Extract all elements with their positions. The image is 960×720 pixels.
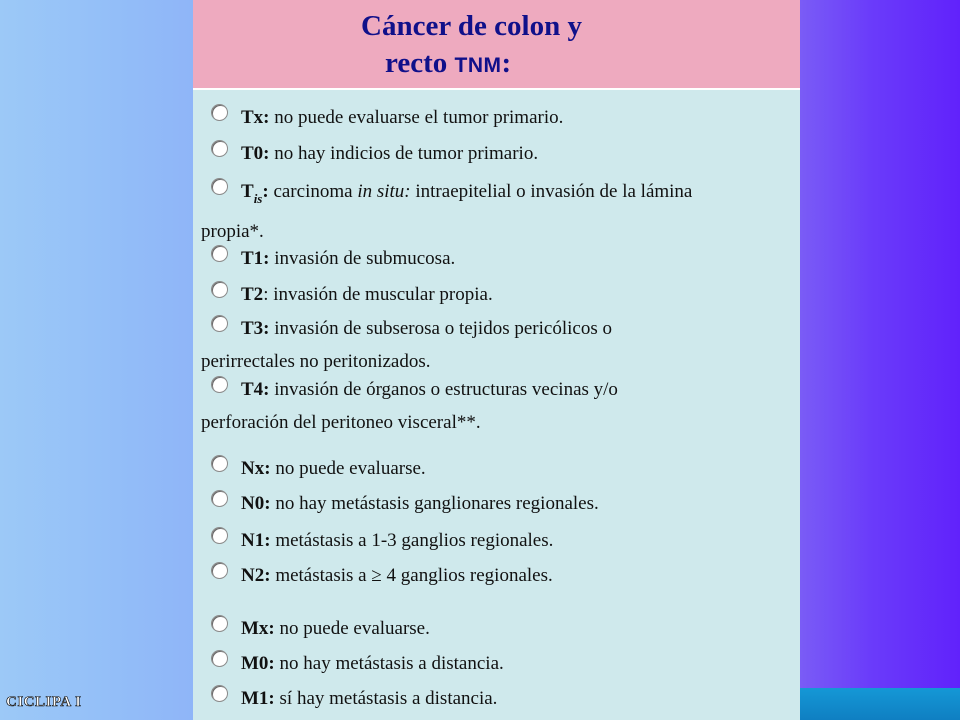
option-text: invasión de subserosa o tejidos pericólicos o [269, 318, 612, 339]
radio-button-icon[interactable] [211, 281, 228, 298]
option-mx [201, 612, 791, 645]
option-n1 [201, 524, 791, 557]
code-label: T0: [241, 143, 270, 164]
option-text: no hay metástasis ganglionares regionales. [270, 493, 599, 514]
option-n2 [201, 559, 791, 592]
radio-button-icon[interactable] [211, 315, 228, 332]
page-title-line2 [385, 47, 511, 80]
radio-button-icon[interactable] [211, 615, 228, 632]
radio-button-icon[interactable] [211, 178, 228, 195]
option-text: carcinoma [268, 181, 358, 202]
radio-button-icon[interactable] [211, 245, 228, 262]
option-t3 [201, 312, 791, 378]
right-background [800, 0, 960, 720]
radio-button-icon[interactable] [211, 562, 228, 579]
code-subscript: is [253, 191, 263, 206]
option-nx [201, 452, 791, 485]
title-recto: recto [385, 47, 448, 79]
option-t4 [201, 373, 791, 439]
option-t1 [201, 242, 791, 275]
option-n0 [201, 487, 791, 520]
radio-button-icon[interactable] [211, 376, 228, 393]
page-title-line1: Cáncer de colon y [361, 10, 582, 42]
option-text-line2: perirrectales no peritonizados. [201, 351, 431, 372]
code-label: M0: [241, 653, 275, 674]
code-label: M1: [241, 688, 275, 709]
option-m0 [201, 647, 791, 680]
option-text: metástasis a ≥ 4 ganglios regionales. [270, 565, 553, 586]
radio-button-icon[interactable] [211, 650, 228, 667]
code-label: T4: [241, 379, 270, 400]
radio-button-icon[interactable] [211, 455, 228, 472]
option-text: no puede evaluarse el tumor primario. [269, 107, 564, 128]
radio-button-icon[interactable] [211, 490, 228, 507]
option-text: invasión de submucosa. [269, 248, 456, 269]
option-m1 [201, 682, 791, 715]
option-text-line2: propia*. [201, 221, 264, 242]
option-text: : invasión de muscular propia. [263, 284, 493, 305]
radio-button-icon[interactable] [211, 104, 228, 121]
header-banner [193, 0, 800, 88]
code-label: T2 [241, 284, 264, 305]
option-t0 [201, 137, 791, 170]
option-text: no hay indicios de tumor primario. [269, 143, 539, 164]
code-label: Nx: [241, 458, 271, 479]
code-label: T3: [241, 318, 270, 339]
bottom-accent-strip [800, 688, 960, 720]
code-label: N1: [241, 530, 271, 551]
code-colon: : [262, 181, 269, 202]
title-tnm: TNM [454, 54, 502, 77]
code-label: T1: [241, 248, 270, 269]
option-text-line2: perforación del peritoneo visceral**. [201, 412, 481, 433]
option-text: metástasis a 1-3 ganglios regionales. [270, 530, 554, 551]
option-t2 [201, 278, 791, 311]
option-text: sí hay metástasis a distancia. [274, 688, 498, 709]
content-panel [193, 0, 800, 720]
option-text-cont: intraepitelial o invasión de la lámina [410, 181, 693, 202]
code-label: Mx: [241, 618, 275, 639]
left-background [0, 0, 193, 720]
option-text: invasión de órganos o estructuras vecinas y/o [269, 379, 618, 400]
option-text: no puede evaluarse. [274, 618, 430, 639]
option-tis [201, 175, 791, 248]
radio-button-icon[interactable] [211, 685, 228, 702]
header-divider [193, 88, 800, 90]
code-label: N2: [241, 565, 271, 586]
option-tx [201, 101, 791, 134]
option-text-italic: in situ: [357, 181, 411, 202]
radio-button-icon[interactable] [211, 140, 228, 157]
code-label: T [241, 181, 254, 202]
code-label: N0: [241, 493, 271, 514]
code-label: Tx: [241, 107, 270, 128]
radio-button-icon[interactable] [211, 527, 228, 544]
option-text: no hay metástasis a distancia. [274, 653, 504, 674]
footer-label: CICLIPA I [6, 694, 82, 710]
title-colon: : [501, 47, 512, 79]
option-text: no puede evaluarse. [270, 458, 426, 479]
